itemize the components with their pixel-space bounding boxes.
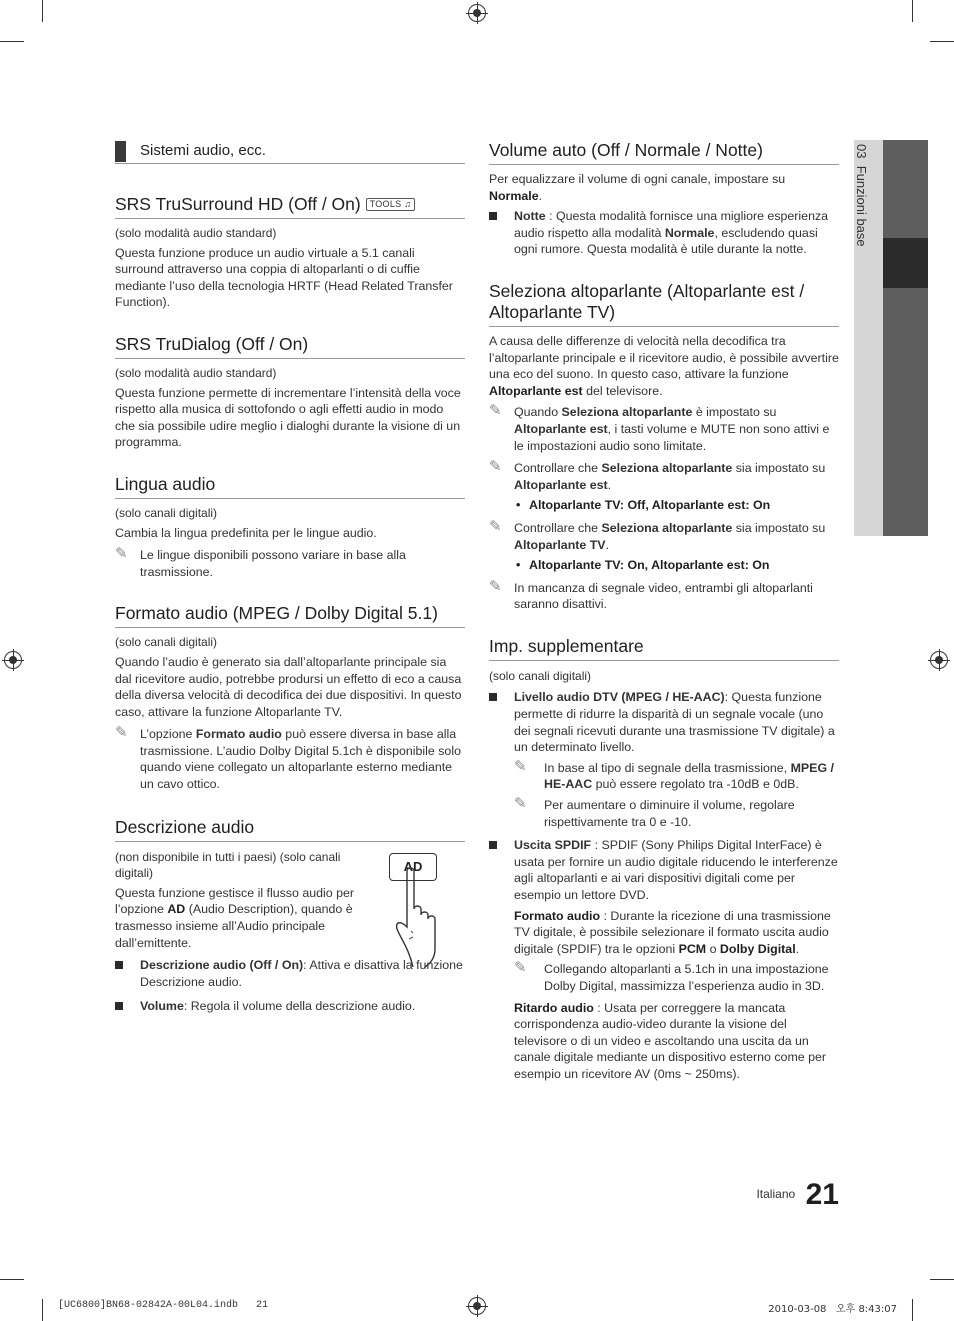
imp-bullet-spdif: Uscita SPDIF : SPDIF (Sony Philips Digital InterFace) è usata per fornire un audio digitale riducendo le interferenze agli altoparlanti e ai vari dispositivi digitali come per esempio un lettore DVD. (489, 837, 839, 903)
formato-note: ✎ L’opzione Formato audio può essere diversa in base alla trasmissione. L’audio Dolby Digital 5.1ch è disponibile solo quando viene collegato un altoparlante esterno mediante un cavo ottico. (115, 724, 461, 792)
bullet-square-icon (489, 693, 497, 701)
hand-pointer-icon (387, 849, 467, 969)
descrizione-bullet-2: Volume: Regola il volume della descrizione audio. (115, 998, 465, 1015)
seleziona-title: Seleziona altoparlante (Altoparlante est / Altoparlante TV) (489, 281, 839, 327)
page-footer (756, 1178, 839, 1212)
bullet-dot-icon: • (516, 558, 521, 573)
srs-dialog-mode: (solo modalità audio standard) (115, 365, 277, 380)
bullet-dot-icon: • (516, 498, 521, 513)
pencil-note-icon: ✎ (514, 959, 527, 977)
left-column (115, 140, 465, 1015)
pencil-note-icon: ✎ (489, 517, 502, 535)
right-column (489, 140, 839, 1083)
descrizione-bullet-1: Descrizione audio (Off / On): Attiva e disattiva la funzione Descrizione audio. (115, 957, 465, 990)
seleziona-note-2: ✎ Controllare che Seleziona altoparlante sia impostato su Altoparlante est. (489, 458, 826, 492)
crop-mark (42, 0, 43, 22)
srs-hd-mode: (solo modalità audio standard) (115, 226, 277, 240)
section-header-bar (115, 141, 126, 162)
imp-bullet-livello: Livello audio DTV (MPEG / HE-AAC): Questa funzione permette di ridurre la disparità di un segnale vocale (uno dei segnali ricevuti durante una trasmissione TV digitale) a un determinato livello. (489, 689, 839, 755)
print-file-slug: [UC6800]BN68-02842A-00L04.indb 21 (58, 1300, 269, 1311)
seleziona-option-1: • Altoparlante TV: Off, Altoparlante est: On (516, 498, 771, 513)
crop-mark (0, 1279, 24, 1280)
side-tab-marker (883, 238, 928, 288)
pencil-note-icon: ✎ (489, 458, 502, 476)
chapter-number: 03 (854, 144, 869, 159)
pencil-note-icon: ✎ (514, 795, 527, 813)
imp-title: Imp. supplementare (489, 636, 839, 661)
bullet-square-icon (489, 841, 497, 849)
volume-title: Volume auto (Off / Normale / Notte) (489, 140, 839, 165)
pencil-note-icon: ✎ (489, 402, 502, 420)
formato-mode: (solo canali digitali) (115, 635, 218, 650)
pencil-note-icon: ✎ (115, 545, 128, 563)
registration-mark-icon (4, 651, 22, 669)
bullet-square-icon (115, 961, 123, 969)
crop-mark (912, 0, 913, 22)
pencil-note-icon: ✎ (489, 577, 502, 595)
registration-mark-icon (468, 4, 486, 22)
crop-mark (930, 41, 954, 42)
seleziona-note-4: ✎ In mancanza di segnale video, entrambi gli altoparlanti saranno disattivi. (489, 577, 813, 612)
volume-body: Per equalizzare il volume di ogni canale, impostare su Normale. (489, 172, 786, 203)
print-date-slug: 2010-03-08 오후 8:43:07 (768, 1304, 897, 1315)
descrizione-title: Descrizione audio (115, 817, 465, 842)
volume-bullet-notte: Notte : Questa modalità fornisce una migliore esperienza audio rispetto alla modalità Normale, escludendo quasi ogni rumore. Questa modalità è utile durante la notte. (489, 208, 839, 258)
srs-hd-body: Questa funzione produce un audio virtuale a 5.1 canali surround attraverso una coppia di altoparlanti o di cuffie mediante l’uso della tecnologia HRTF (Head Related Transfer Function). (115, 245, 453, 310)
registration-mark-icon (468, 1297, 486, 1315)
srs-dialog-body: Questa funzione permette di incrementare l’intensità della voce rispetto alla musica di sottofondo o agli effetti audio in modo che sia possibile udire meglio i dialoghi durante la visione di un programma. (115, 385, 461, 450)
ad-remote-illustration (387, 849, 467, 969)
lingua-title: Lingua audio (115, 474, 465, 499)
formato-body: Quando l’audio è generato sia dall’altoparlante principale sia dal ricevitore audio, potrebbe prodursi un effetto di eco a causa della diversa velocità di decodifica dei due dispositivi. In questo caso, attivare la funzione Altoparlante TV. (115, 654, 462, 719)
imp-ritardo-audio: Ritardo audio : Usata per correggere la mancata corrispondenza audio-video durante la visione del televisore o di un video e ascoltando una uscita da un canale digitale mediante un dispositivo esterno come per esempio un ricevitore AV (0ms ~ 250ms). (514, 1000, 827, 1081)
side-tab-dark (883, 140, 928, 536)
imp-note-1: ✎ In base al tipo di segnale della trasmissione, MPEG / HE-AAC può essere regolato tra -10dB e 0dB. (514, 757, 834, 792)
srs-dialog-title: SRS TruDialog (Off / On) (115, 334, 465, 359)
imp-mode: (solo canali digitali) (489, 668, 592, 683)
descrizione-body: Questa funzione gestisce il flusso audio per l’opzione AD (Audio Description), quando è trasmesso insieme all’Audio principale dall’emittente. (115, 885, 355, 950)
lingua-body: Cambia la lingua predefinita per le lingue audio. (115, 525, 377, 540)
seleziona-note-1: ✎ Quando Seleziona altoparlante è impostato su Altoparlante est, i tasti volume e MUTE non sono attivi e le impostazioni audio sono limitate. (489, 402, 830, 453)
section-header: Sistemi audio, ecc. (115, 140, 465, 164)
page-number: 21 (805, 1178, 839, 1211)
ad-button-icon: AD (389, 853, 437, 881)
side-tab-label (854, 144, 869, 247)
imp-note-3: ✎ Collegando altoparlanti a 5.1ch in una impostazione Dolby Digital, massimizza l’esperienza audio in 3D. (514, 959, 829, 993)
crop-mark (912, 1299, 913, 1321)
seleziona-option-2: • Altoparlante TV: On, Altoparlante est: On (516, 558, 770, 573)
lingua-note: ✎ Le lingue disponibili possono variare in base alla trasmissione. (115, 545, 406, 579)
seleziona-note-3: ✎ Controllare che Seleziona altoparlante sia impostato su Altoparlante TV. (489, 517, 826, 552)
crop-mark (0, 41, 24, 42)
crop-mark (930, 1279, 954, 1280)
lingua-mode: (solo canali digitali) (115, 505, 218, 520)
crop-mark (42, 1299, 43, 1321)
imp-note-2: ✎ Per aumentare o diminuire il volume, regolare rispettivamente tra 0 e -10. (514, 795, 795, 829)
footer-language: Italiano (756, 1187, 796, 1201)
chapter-label: Funzioni base (854, 165, 869, 247)
seleziona-body: A causa delle differenze di velocità nella decodifica tra l’altoparlante principale e il ricevitore audio, è possibile avvertire una eco del suono. In questo caso, attivare la funzione Altoparlante est del televisore. (489, 333, 839, 398)
srs-hd-title: SRS TruSurround HD (Off / On) TOOLS ♫ (115, 194, 465, 219)
side-tab (854, 140, 928, 536)
bullet-square-icon (489, 212, 497, 220)
imp-formato-audio: Formato audio : Durante la ricezione di una trasmissione TV digitale, è possibile selezionare il formato uscita audio digitale (SPDIF) tra le opzioni PCM o Dolby Digital. (514, 908, 831, 956)
bullet-square-icon (115, 1002, 123, 1010)
tools-icon: TOOLS ♫ (366, 198, 416, 211)
pencil-note-icon: ✎ (115, 724, 128, 742)
registration-mark-icon (930, 651, 948, 669)
descrizione-mode: (non disponibile in tutti i paesi) (solo canali digitali) (115, 849, 341, 881)
pencil-note-icon: ✎ (514, 757, 527, 775)
formato-title: Formato audio (MPEG / Dolby Digital 5.1) (115, 603, 465, 628)
descrizione-intro (115, 849, 465, 952)
